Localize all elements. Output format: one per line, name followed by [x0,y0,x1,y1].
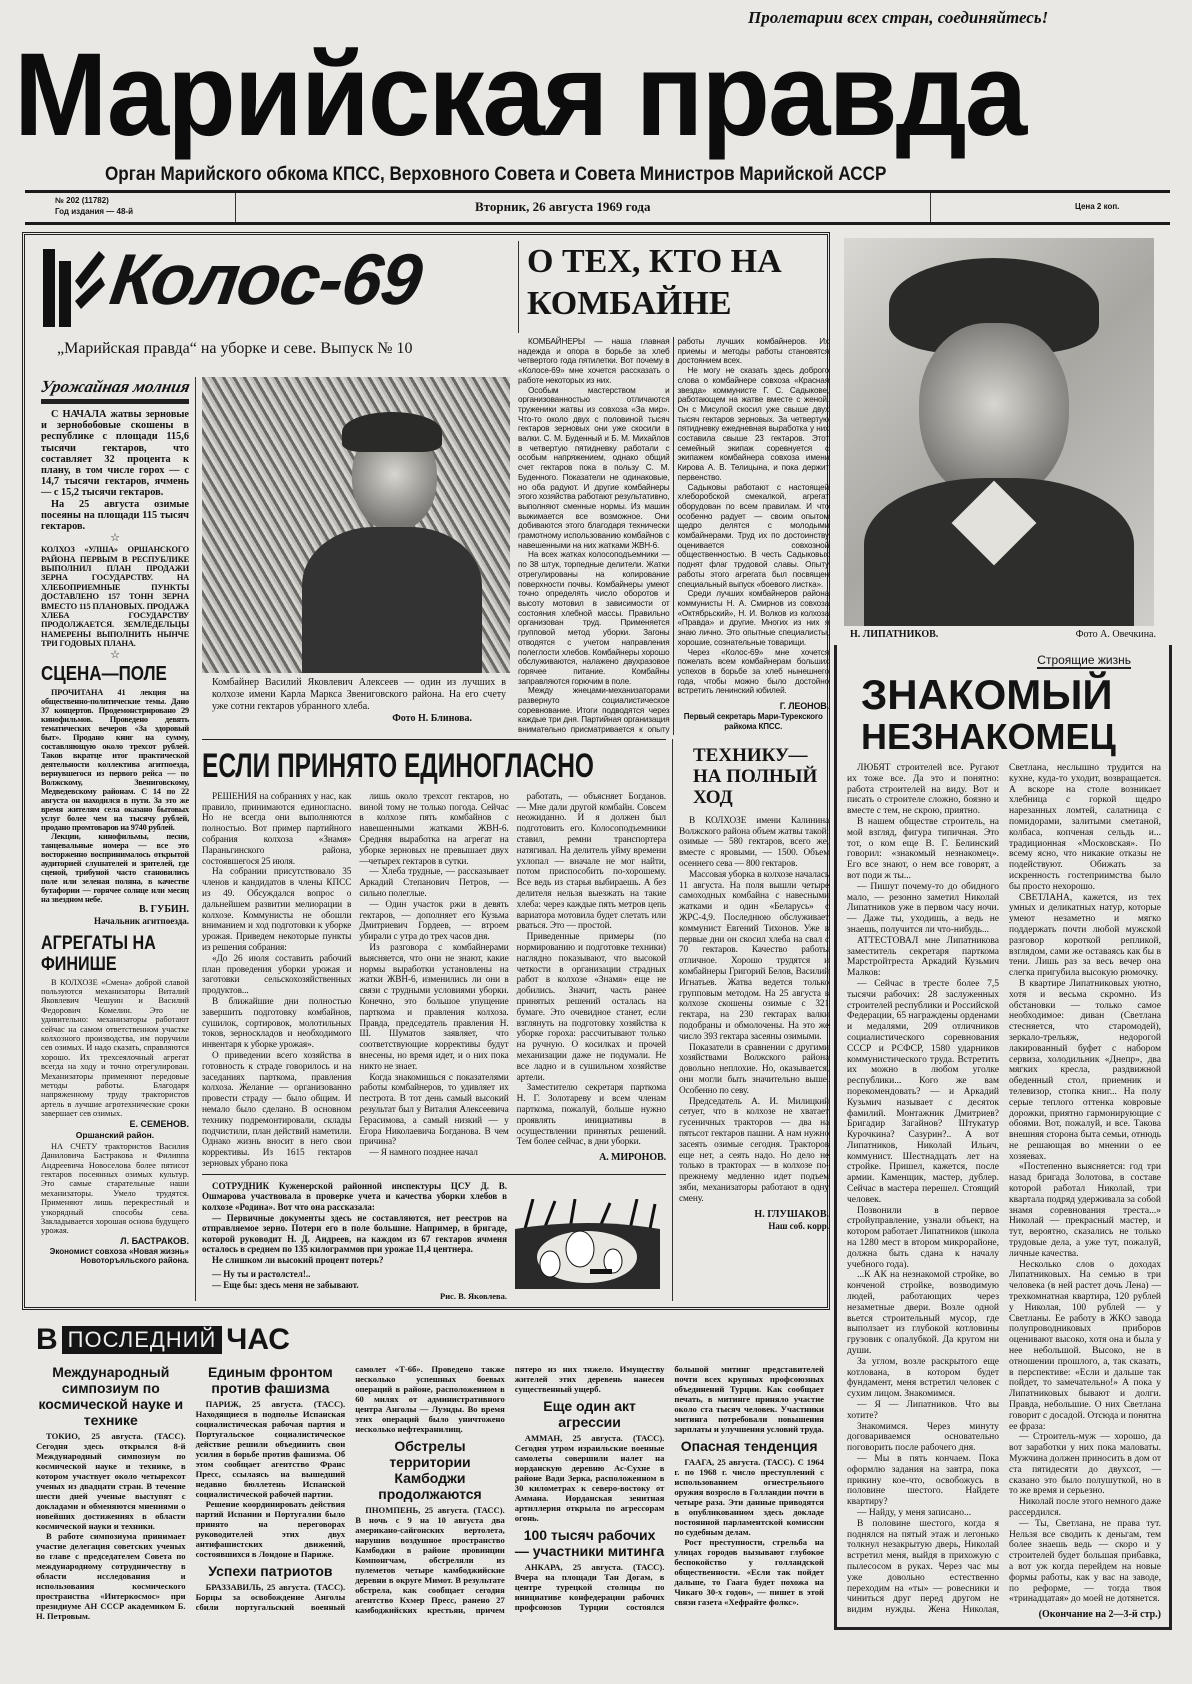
paragraph: За углом, возле раскрытого еще котлована, в котором будет фундамент, меня встретил человек с сухим лицом. Знакомимся. [847,1356,999,1400]
aggregates-author-2: Л. БАСТРАКОВ. [120,1235,189,1246]
unanimous-article [202,739,666,1170]
paragraph: АТТЕСТОВАЛ мне Липатникова заместитель секретаря парткома Марстройтреста Аркадий Кузьмич Малков: [847,935,999,979]
combine-headline-cell [518,241,829,333]
aggregates-text-2 [41,1142,189,1236]
paragraph: АНКАРА, 25 августа. (ТАСС). Вчера на площади Тан Догам, в центре турецкой столицы по инициативе конфедерации рабочих профсоюзов Турции состоялся большой митинг представителей почти всех крупных профсоюзных объединений Турции. Как сообщает печать, в митинге приняло участие около ста тысяч человек. Участники митинга потребовали повышения зарплаты и улучшения условий труда. [514,1364,824,1613]
flash-rubric [39,376,192,404]
combine-article-col2 [678,366,830,696]
paragraph: В нашем обществе строитель, на мой взгляд, фигура типичная. Это тот, о ком еще В. Г. Белинский говорил: «знакомый незнакомец». Его все знают, о нем все говорят, а вот поди ж ты... [847,816,999,881]
news-2-headline: Единым фронтом против фашизма [208,1364,333,1397]
paragraph: Несколько слов о доходах Липатниковых. На семью в три человека (в ней растет дочь Лена) — трехкомнатная квартира, 120 рублей у Николая, 100 рублей — у Светланы. Ее работу в ЖКО завода полупроводниковых приборов оценивают высоко, хотя она и была у нее небольшой. Высоко, не в отношении прошлого, а, так сказать, в перспективе: «Если и дальше так пойдет, то замечательно!» А пока у Липатниковых бывают и долги. Правда, небольшие. О них Светлана говорит с досадой. Отсюда и понятна ее фраза: [1009,1259,1161,1432]
masthead-rule-bottom [25,222,1170,225]
paragraph: Показатели в сравнении с другими хозяйствами Волжского района довольно неплохие. Но, оказывается, они могли быть значительно выше. Особенно по севу. [679,1042,829,1096]
wheat-ear-icon [39,241,109,331]
unanimous-article-headline: ЕСЛИ ПРИНЯТО ЕДИНОГЛАСНО [202,746,594,785]
paragraph: Массовая уборка в колхозе началась 11 августа. На поля вышли четыре самоходных комбайна с навесными жатками и один «Беларусь» с ЖРС-4,9. Последнюю обслуживает коммунист Евгений Тихонов. Уже в первые дни он скосил хлеба на свал с 70 гектаров. Качество работы отличное. Хорошо трудятся и комбайнеры Григорий Белов, Василий Игнатьев. Жатва ведется только групповым методом. На 25 августа в колхозе скошены озимые с 321 гектара, на 230 гектарах валки подобраны и обмолочены. На это же число 393 гектара засеяны озимыми. [679,869,830,1042]
stranger-headline-line1: ЗНАКОМЫЙ [861,671,1113,718]
paragraph: ТОКИО, 25 августа. (ТАСС). Сегодня здесь открылся 8-й Международный симпозиум по космической науке и технике, в котором участвует около четырехсот ученых из двадцати стран. В течение шести дней ученые выступят с докладами и обменяются мнениями о новейших достижениях в области космической науки и техники. [36,1431,186,1532]
publication-year: Год издания — 48-й [55,207,133,216]
news-1-text [36,1431,186,1621]
paragraph: БРАЗЗАВИЛЬ, 25 августа. (ТАСС). Борцы за освобождение Анголы сбили португальский военный самолет «Т-6б». Проведено также несколько успешных боевых операций в районе, расположенном в 60 милях от административного центра Анголы — Луэнды. Во время этих операций было уничтожено несколько нефтехранилищ. [195,1364,505,1613]
paragraph: АММАН, 25 августа. (ТАСС). Сегодня утром израильские военные самолеты совершили налет на иорданскую деревню Ас-Сухне в районе Вади Зерка, расположенном в 30 километрах к северо-востоку от Аммана. Иорданская зенитная артиллерия открыла по агрессорам огонь. [514,1433,665,1524]
left-news-column [31,377,196,1302]
paragraph: Среди лучших комбайнеров района коммунисты Н. А. Смирнов из совхоза «Октябрьский», Н. И. Волков из колхоза «Правда» и другие. Многих из них я знаю лично. Это опытные специалисты, хорошие, сознательные товарищи. [677,589,829,647]
paragraph: — Пишут почему-то до обидного мало, — резонно заметил Николай Липатников уже в первом часу ночи. — Даже ты, уходишь, а ведь не знаешь, получится ли что-нибудь... [847,881,999,935]
aggregates-author-2-role: Экономист совхоза «Новая жизнь» Новоторъяльского района. [49,1246,189,1265]
scene-field-headline: СЦЕНА—ПОЛЕ [41,662,167,685]
paragraph: Позвонили в первое стройуправление, узнали объект, на котором работает Липатников (школа на 1280 мест в втором микрорайоне, должна быть сдана к началу учебного года). [847,1205,999,1270]
paragraph: Лекции, кинофильмы, песни, танцевальные номера — все это восторженно воспринималось открытой аудиторией слушателей и зрителей, где сценой, трибуной часто становились поле или зеленая поляна, в качестве бутафории — горячее солнце или месяц на звездном небе. [41,831,189,904]
combine-operator-photo [202,377,510,673]
paragraph: На 25 августа озимые посеяны на площади 115 тысяч гектаров. [41,498,189,532]
paragraph: Решение координировать действия партий Испании и Португалии было принято на переговорах руководителей этих двух антифашистских движений, состоявшихся в Лондоне и Париже. [195,1499,346,1560]
paragraph: ПНОМПЕНЬ, 25 августа. (ТАСС). В ночь с 9 на 10 августа два американо-сайгонских вертолета, нарушив воздушное пространство Камбоджи в районе провинции Компонгчам, обстреляли из пулеметов четыре камбоджийские деревни в округе Мимот. В результате обстрела, как сообщает сегодня агентство Кхмер Пресс, ранено 27 камбоджийских крестьян, причем пятеро из них тяжело. Имуществу жителей этих деревень нанесен существенный ущерб. [355,1364,665,1616]
aggregates-text [41,978,189,1119]
news-2-text [196,1399,346,1559]
last-hour-rubric-end: ЧАС [226,1323,290,1357]
cartoon-dialog-1: — Ну ты и растолстел!.. [212,1269,311,1280]
last-hour-section [22,1320,830,1621]
paragraph: В работе симпозиума принимает участие делегация советских ученых во главе с председателем Совета по международному сотрудничеству в области исследования и использования космического пространства «Интеркосмос» при президиуме АН СССР академиком Б. Н. Петровым. [36,1531,186,1622]
combine-article-author-role: Первый секретарь Мари-Турекского райкома КПСС. [683,712,823,731]
stranger-headline-line2: НЕЗНАКОМЕЦ [861,716,1116,757]
paragraph: КОМБАЙНЕРЫ — наша главная надежда и опора в борьбе за хлеб четвертого года пятилетки. Вот почему в «Колосе-69» мне хочется рассказать о работе некоторых из них. [518,337,670,385]
paragraph: лишь около трехсот гектаров, но виной тому не только погода. Сейчас в колхозе пять комбайнов с навешенными жатками ЖВН-6. Средняя выработка на агрегат на уборке зерновых не превышает двух—четырех гектаров в сутки. [359,791,509,867]
stranger-article-col2 [1009,893,1161,1606]
left-area [22,232,830,1621]
paragraph: — Найду, у меня записано... [857,1507,972,1518]
star-icon: ☆ [110,648,120,661]
paragraph: Знакомимся. Через минуту договариваемся основательно поговорить после рабочего дня. [847,1421,999,1454]
stranger-rubric-row [847,651,1161,669]
statistics-note-text [202,1181,507,1266]
paragraph: — Мы в пять кончаем. Пока оформлю задания на завтра, пока прикину кое-что, освобожусь в половине шестого. Найдете квартиру? [847,1454,999,1508]
paragraph: Из разговора с комбайнерами выясняется, что они не знают, какие нормы выработки установлены на жатки ЖВН-6, изменились ли они в связи с трудными условиями уборки. Конечно, это большое упущение парткома и правления колхоза. Правда, председатель правления Н. Ш. Шуматов заявляет, что соответствующие коррективы будут внесены, но время идет, и о них пока никто не знает. [359,942,509,1072]
aggregates-headline: АГРЕГАТЫ НА ФИНИШЕ [41,932,156,975]
paragraph: — Один участок ржи в девять гектаров, — дополняет его Кузьма Дмитриевич Гордеев, — втроем убирали с утра до трех часов дня. [359,899,509,943]
stranger-article-frame [834,645,1172,1630]
paragraph: работать, — объясняет Богданов. — Мне дали другой комбайн. Совсем неожиданно. И я должен был подготовить его. Колосоподъемники ставил, ремни транспортера натягивал. На делитель уйму времени ухлопал — вначале не мог найти, потом приспособить по-хорошему. Все ведь из старья выбираешь. А без делителя нельзя выезжать на такие хлеба: через каждые пять метров цепь вариатора мотовила будет слетать или рваться. Это — простой. [516,791,666,932]
page-body [22,232,1172,1630]
news-5-headline: Еще один акт агрессии [543,1398,636,1431]
paragraph: О приведении всего хозяйства в готовность к страде говорилось и на заседаниях парткома, правления колхоза. Желание — организованно провести страду — было общим. И немало было сделано. В основном технику подремонтировали, склады подчистили, план действий наметили. Однако жизнь вносит в него свои коррективы. Из 1615 гектаров зерновых убрано пока [202,1050,352,1169]
paragraph: «Постепенно выясняется: год три назад бригада Золотова, в составе которой работал Николай, три квартала подряд удерживала за собой знамя соревнования треста...» Николай — прекрасный мастер, и тут, вероятно, сказались не только трудовые дела, а уже тут, пожалуй, личные качества. [1009,1162,1162,1259]
masthead-motto: Пролетарии всех стран, соединяйтесь! [748,8,1049,27]
tech-article-text [679,816,829,1205]
flash-rubric-title: Урожайная молния [39,376,192,396]
paragraph: ...К АК на незнакомой стройке, во конченой стройке, возводимую людей, работающих через незаметные двери. Возле одной вьется строительный мусор, где выползает из глубокой котловины грузовик с опалубкой. Да кругом ни души. [847,1270,999,1357]
combine-article-headline: О ТЕХ, КТО НА КОМБАЙНЕ [527,243,782,322]
paragraph: ЛЮБЯТ строителей все. Ругают их тоже все. Да это и понятно: работа строителей на виду. Вот и писать о строителе сложно, боязно и вместе с тем, не скрою, приятно. [847,763,999,817]
last-hour-rubric [36,1324,824,1356]
combine-photo-caption: Комбайнер Василий Яковлевич Алексеев — один из лучших в колхозе имени Карла Маркса Звениговского района. На его счету уже сотни гектаров убранного хлеба. [212,676,506,712]
last-hour-rubric-b: В [36,1323,58,1357]
issue-date: Вторник, 26 августа 1969 года [475,199,651,214]
divider [930,193,931,222]
paragraph: Не могу не сказать здесь доброго слова о комбайнере совхоза «Красная звезда» коммунисте Г. С. Садыкове, работающем на жатве вместе с женой. Он с Мисулой скосил уже свыше двух тысяч гектаров зерновых. За четвертую пятидневку ежедневная выработка у них составила свыше 23 гектаров. Этот семейный экипаж соревнуется с экипажем комбайнера совхоза имени Кирова А. В. Телицына, и пока держит первенство. [677,366,829,482]
paragraph: «До 26 июля составить рабочий план проведения уборки урожая и заготовки сельскохозяйственных продуктов... [202,953,352,997]
news-1-headline: Международный симпозиум по космической науке и технике [38,1364,184,1429]
paragraph: Не слишком ли высокий процент потерь? [212,1254,384,1265]
combine-photo-block [202,377,512,725]
last-hour-news-columns [36,1364,824,1621]
paragraph: Через «Колос-69» мне хочется пожелать всем комбайнерам больших успехов в борьбе за хлеб нынешнего года, чтобы можно было достойно встретить ленинский юбилей. [677,647,829,696]
paragraph: — Я — Липатников. Что вы хотите? [847,1400,999,1421]
paragraph: Председатель А. И. Милицкий сетует, что в колхозе не хватает гусеничных тракторов — два на пятьсот гектаров пашни. А нам нужно засеять озимые сегодня. Тракторов еще нет, а сеять надо. Но дело не только в тракторах — в колхозе по-прежнему медленно идет подъем зяби, механизаторы работают в одну смену. [679,1096,829,1204]
paragraph: НА СЧЕТУ трактористов Василия Даниловича Бастракова и Филиппа Андреевича Новоселова более пятисот гектаров посеянных озимых культур. Это самые старательные наши механизаторы. Умело трудятся. Применяют лишь перекрестный и узкорядный способы сева. Закладывается хорошая основа будущего урожая. [41,1141,189,1236]
paragraph: ПРОЧИТАНА 41 лекция на общественно-политические темы. Дано 37 концертов. Продемонстрировано 29 кинофильмов. Проведено девять тематических вечеров «За здоровый быт». Продано книг на сумму, составляющую около трехсот рублей. Таков вкратце итог практической деятельности коллектива агитпоезда, вернувшегося из первого рейса — по Волжскому, Звениговскому, Медведевскому районам. С 14 по 22 августа он находился в пути. За это же время жителям села оказано бытовых услуг более чем на тысячу рублей, продано промтоваров на 9740 рублей. [41,687,189,832]
paragraph: — Строитель-муж — хорошо, да вот заработки у них пока маловаты. Мужчина должен приносить в дом от ста пятидесяти до двухсот, — сказано это было полушуткой, но в то же время и серьезно. [1009,1432,1161,1497]
unanimous-article-col2 [359,792,508,1159]
paragraph: — Хлеба трудные, — рассказывает Аркадий Степанович Петров, — сильно полеглые. [359,867,509,899]
paragraph: На всех жатках колосоподъемники — по 38 штук, торпедные делители. Жатки отрегулированы на копирование поверхности почвы. Комбайнеры умеют точно определять число оборотов и высоту мотовил в зависимости от состояния хлебной массы. Правильно организован труд. Применяется групповой метод уборки. Загоны отводятся с учетом направления полеглости хлебов. Комбайнеры хорошо обслуживаются, налажено двухразовое горячее питание. Комбайны заправляются горючим в поле. [518,550,670,686]
unanimous-article-body [202,792,666,1170]
paragraph: С НАЧАЛА жатвы зерновые и зернобобовые скошены в республике с площади 115,6 тысячи гектаров, что составляет 32 процента к плану, в том числе горох — с 14,7 тысячи гектаров, ячмень — с 15,2 тысячи гектаров. [41,408,189,499]
combine-article-body [518,337,829,735]
masthead-subtitle: Орган Марийского обкома КПСС, Верховного Совета и Совета Министров Марийской АССР [105,164,887,185]
combine-article-author: Г. ЛЕОНОВ. [779,701,829,712]
tech-article-author-role: Наш соб. корр. [768,1220,829,1231]
aggregates-author: Е. СЕМЕНОВ. [129,1118,189,1129]
paragraph: — Сейчас в тресте более 7,5 тысячи рабочих: 28 заслуженных строителей республики и Российской Федерации, 65 награждены орденами и медалями, 209 отличников социалистического соревнования СССР и РСФСР, 1580 ударников коммунистического труда. Встретить их можно в любом уголке республики... Кого же вам порекомендовать? — и Аркадий Кузьмич называет с десяток фамилий. Монтажник Дмитриев? Бригадир Загайнов? Штукатур Курочкина? Сазурин?.. А вот Липатников, Николай Ильич, коммунист. Шестнадцать лет на стройке. Пришел, кажется, после армии. Каменщик, мастер, дублер. Сейчас в мастера перешел. Стоящий человек. [847,978,999,1205]
flash-news-text [41,409,189,532]
paragraph: В КОЛХОЗЕ имени Калинина Волжского района объем жатвы такой: озимые — 580 гектаров, всего же, вместе с яровыми, — 1500. Объем осеннего сева — 800 гектаров. [679,815,829,870]
unanimous-article-author: А. МИРОНОВ. [599,1152,666,1164]
portrait-credit: Фото А. Овечкина. [1075,629,1156,640]
paragraph: Заместителю секретаря парткома Н. Г. Золотареву и всем членам парткома, пожалуй, больше нужно проявлять инициативы в осуществлении принятых решений. Тем более сейчас, в дни уборки. [516,1083,666,1148]
divider [235,193,236,222]
star-icon: ☆ [110,532,120,545]
mouse-cartoon-illustration [515,1199,660,1289]
paragraph: Приведенные примеры (по нормированию и подготовке техники) наглядно показывают, что высокой четкости в организации страдных работ в колхозе «Знамя» еще не добились. Значит, часть ранее принятых решений осталась на бумаге. Это очевидное станет, если взглянуть на подготовку хозяйства к уборке гороха: рассчитывают только на ручную. О косилках и прочей механизации даже не подумали. Не все ладно и в сушильном хозяйстве артели. [516,932,666,1083]
unanimous-article-col1 [202,792,351,1170]
paragraph: Особым мастерством и организованностью отличаются труженики жатвы из совхоза «За мир». Что-то около двух с половиной тысяч гектаров зерновых они уже скосили в валки. С. М. Буденный и Б. М. Михайлов в четвертую пятидневку работали с особым напряжением, однако общий счет гектаров пока в пользу С. М. Буденного. Показатели не одинаковые, но оба радуют. И другие комбайнеры этого хозяйства работают результативно, выполняют сменные нормы. Из машин выжимается все возможное. Они добиваются этого благодаря технически грамотному использованию комбайнов с навешенными на них жатками ЖВН-6. [518,385,670,550]
news-7-text [674,1457,824,1607]
news-7-headline: Опасная тенденция [680,1438,818,1455]
kolos-section-frame [22,232,830,1310]
paragraph: Рост преступности, стрельба на улицах городов вызывают глубокое беспокойство у голландской общественности. «Если так пойдет дальше, то Гаага будет похожа на Чикаго 30-х годов», — пишет в этой связи газета «Хефрайте фолкс». [674,1537,824,1608]
paragraph: В квартире Липатниковых уютно, хотя и весьма скромно. Из обстановки — только самое необходимое: диван (Светлана стесняется, что старомодей), зеркало-трельяж, недорогой лакированный буфет с набором сервиза, холодильник «Днепр», два мягких кресла, раздвижной обеденный стол, приемник и телевизор, стопка книг... На полу серые теплого оттенка ковровые дорожки, приятно гармонирующие с обоями. Вот, пожалуй, и все. Такова внешняя сторона быта семьи, отнюдь не решающая во мнении о ее хозяевах. [1009,978,1161,1162]
issue-number: № 202 (11782) [55,196,109,205]
paragraph: На собрании присутствовало 35 членов и кандидатов в члены КПСС из 49. Обсуждался вопрос о дальнейшем развитии мелиорации в колхозе. Коммунисты не обошли вниманием и ход подготовки к уборке урожая. Приведем некоторые пункты из решения собрания: [202,867,352,953]
section-tagline: „Марийская правда“ на уборке и севе. Выпуск № 10 [57,340,413,357]
paragraph: Николай после этого немного даже рассердился. [1009,1497,1162,1518]
portrait-caption: Н. ЛИПАТНИКОВ. [850,629,939,640]
kolos-logo-text: Колос-69 [105,240,427,320]
aggregates-author-role: Оршанский район. [75,1129,155,1140]
right-area [834,232,1172,1630]
paragraph: Когда знакомишься с показателями работы комбайнеров, то удивляет их пестрота. В тот день самый высокий результат был у Виталия Алексеевича Герасимова, а самый низкий — у Егора Николаевича Богданова. В чем причина? [359,1072,509,1148]
paragraph: — Первичные документы здесь не составляются, нет реестров на отправляемое зерно. Потери его в поле большие. Например, в бригаде, которой руководит Н. Д. Андреев, на каждом из 67 гектаров ячменя осталось в среднем по 135 килограммов при урожае 11,4 центнера. [202,1212,507,1255]
scene-field-author-role: Начальник агитпоезда. [93,915,189,926]
scene-field-text [41,688,189,904]
last-hour-rubric-mid: ПОСЛЕДНИЙ [62,1326,223,1354]
portrait-photo [844,238,1154,626]
stranger-article-body [847,763,1161,1621]
price: Цена 2 коп. [1075,202,1120,211]
statistics-note [202,1174,666,1302]
stranger-rubric: Строящие жизнь [1037,653,1131,667]
news-4-headline: Обстрелы территории Камбоджи продолжаются [378,1438,482,1503]
tech-article-author: Н. ГЛУШАКОВ. [754,1208,829,1220]
paragraph: — Ты, Светлана, не права тут. Нельзя все сводить к деньгам, тем более знаешь ведь — скоро и у строителей будет большая прибавка, а вот уж когда перейдем на новые формы работы, как у вас на заводе, по реформе, — тогда твоя «тринадцатая» до моей не дотянется. [1009,1518,1161,1605]
news-3-headline: Успехи патриотов [208,1563,333,1580]
paragraph: В КОЛХОЗЕ «Смена» доброй славой пользуются механизаторы Виталий Яковлевич Чешуин и Василий Федорович Комелин. Это не удивительно: механизаторы работают сейчас на самом ответственном участке колхозного производства, им поручили сев озимых. И надо сказать, справляются хорошо. Их трехсеялочный агрегат всегда на ходу и точно отрегулирован. Механизаторы применяют передовые методы работы. Благодаря напряженному труду трактористов артель в лучшие агротехнические сроки завершает сев озимых. [41,977,189,1119]
continuation-note: (Окончание на 2—3-й стр.) [1038,1609,1161,1621]
cartoon-credit: Рис. В. Яковлева. [440,1291,507,1302]
tech-article [672,739,829,1302]
paragraph: СОТРУДНИК Куженерской районной инспектуры ЦСУ Д. В. Ошмарова участвовала в проверке учета и качества уборки хлебов в колхозе «Родина». Вот что она рассказала: [202,1180,507,1212]
paragraph: В половине шестого, когда я поднялся на пятый этаж и легонько толкнул незакрытую дверь, Николай встретил меня, выйдя в прихожую с пылесосом в руках. Через час мы уже довольно естественно переходим на «ты» — ровесники и чиниться друг перед другом не видим нужды. Жена Николая, Светлана, неслышно трудится на кухне, куда-то уходит, возвращается. А вскоре на столе возникает хлебница с горкой щедро нарезанных ломтей, салатница с помидорами, залитыми сметаной, колбаса, копченая сельдь и... традиционная «Московская». По всему ясно, что никакие отказы не подействуют. Обижать за искренность гостеприимства было бы просто нехорошо. [847,763,1161,1616]
masthead-rule-top [25,190,1170,193]
paragraph: В ближайшие дни полностью завершить подготовку комбайнов, сушилок, сортировок, молотильных токов, зерноскладов и необходимого инвентаря к уборке урожая». [202,996,352,1051]
news-6-headline: 100 тысяч рабочих — участники митинга [514,1527,665,1560]
newspaper-title: Марийская правда [14,29,1026,161]
paragraph: Садыковы работают с настоящей хлеборобской смекалкой, агрегат оборудован по всем правилам. И что особенно радует — своим опытом щедро делятся с молодыми комбайнерами. Труд их по достоинству оценивается совхозной общественностью. В честь Садыковых поднят флаг трудовой славы. Опыту работы этого агрегата был посвящен специальный выпуск «боевого листка». [677,482,829,589]
portrait-caption-row [834,626,1172,641]
tech-article-headline: ТЕХНИКУ— НА ПОЛНЫЙ ХОД [693,744,818,808]
paragraph: ПАРИЖ, 25 августа. (ТАСС). Находящиеся в подполье Испанская социалистическая рабочая партия и Португальское социалистическое действие решили объединить свои усилия в борьбе против фашизма. Об этом сообщает агентство Франс Пресс, ссылаясь на вышедший недавно бюллетень Испанской социалистической рабочей партии. [195,1399,346,1500]
combine-photo-credit: Фото Н. Блинова. [392,712,472,724]
scene-field-author: В. ГУБИН. [138,903,189,915]
paragraph: ГААГА, 25 августа. (ТАСС). С 1964 г. по 1968 г. число преступлений с использованием огнестрельного оружия возросло в Голландии почти в четыре раза. Эти данные приводятся в опубликованном здесь докладе постоянной парламентской комиссии по судебным делам. [674,1457,824,1538]
flash-caps-text: КОЛХОЗ «УЛША» ОРШАНСКОГО РАЙОНА ПЕРВЫМ В РЕСПУБЛИКЕ ВЫПОЛНИЛ ПЛАН ПРОДАЖИ ЗЕРНА ГОСУДАРСТВУ. НА ХЛЕБОПРИЕМНЫЕ ПУНКТЫ ДОСТАВЛЕНО 157 ТОНН ЗЕРНА ВМЕСТО 115 ПЛАНОВЫХ. ПРОДАЖА ХЛЕБА ГОСУДАРСТВУ ПРОДОЛЖАЕТСЯ. ЗЕМЛЕДЕЛЬЦЫ НАМЕРЕНЫ ВЫПОЛНИТЬ НЫНЧЕ ТРИ ГОДОВЫХ ПЛАНА. [41,545,189,649]
kolos-logo [31,241,512,333]
unanimous-article-col3 [517,792,666,1148]
paragraph: РЕШЕНИЯ на собраниях у нас, как правило, принимаются единогласно. Но не всегда они выполняются полностью. Вот пример партийного собрания колхоза «Знамя» Параньгинского района, состоявшегося 25 июля. [202,791,352,867]
paragraph: Между жнецами-механизаторами развернуто социалистическое соревнование. Итоги подводятся через каждые три дня. Партийная организация внимательно присматривается к опыту работы лучших комбайнеров. Их приемы и методы работы становятся достоянием всех. [518,337,829,735]
paragraph: СВЕТЛАНА, кажется, из тех умных и деликатных натур, которые умеют незаметно и мягко поддержать почти любой мужской разговор короткой репликой, взглядом, сами же оставаясь как бы в тени. Лишь раз за весь вечер она слегка пригубила высокую рюмочку. [1009,892,1161,979]
cartoon-dialog-2: — Еще бы: здесь меня не забывают. [212,1280,359,1291]
paragraph: — Я намного позднее начал [369,1148,478,1159]
news-5-text [515,1433,665,1523]
statistics-note-body [202,1181,507,1302]
